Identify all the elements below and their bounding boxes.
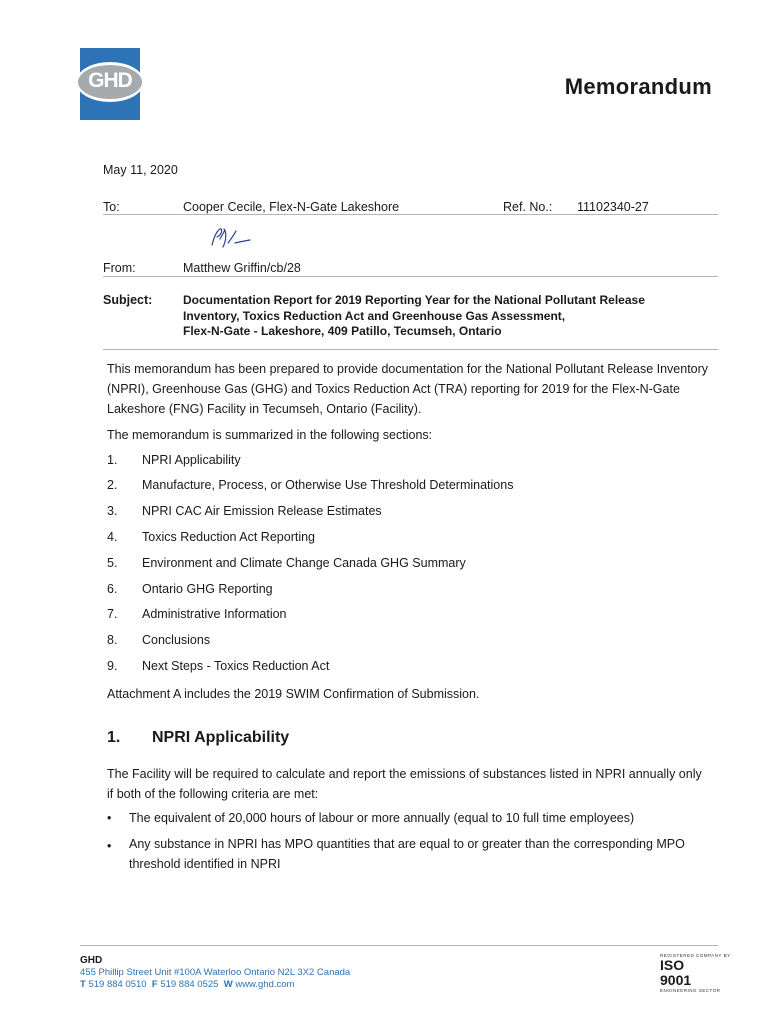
memo-date: May 11, 2020 — [103, 163, 178, 177]
list-number: 3. — [107, 504, 118, 518]
text-line: The equivalent of 20,000 hours of labour or more annually (equal to 10 full time employees) — [129, 811, 635, 825]
list-number: 4. — [107, 530, 118, 544]
subject-text — [183, 293, 645, 340]
from-label: From: — [103, 261, 136, 275]
footer-contact — [80, 979, 294, 990]
iso-main-text: ISO 9001 — [660, 957, 692, 988]
list-number: 5. — [107, 556, 118, 570]
text-line: if both of the following criteria are met: — [107, 787, 319, 801]
phone-value: 519 884 0510 — [88, 979, 147, 990]
to-label: To: — [103, 200, 120, 214]
to-value: Cooper Cecile, Flex-N-Gate Lakeshore — [183, 200, 400, 214]
list-item: Administrative Information — [142, 607, 287, 621]
ref-value: 11102340-27 — [577, 200, 649, 214]
signature-icon — [208, 225, 254, 251]
text-line: (NPRI), Greenhouse Gas (GHG) and Toxics Reduction Act (TRA) reporting for 2019 for the Flex-N-Gate — [107, 382, 680, 396]
iso-certification-badge — [660, 953, 731, 993]
text-line: Lakeshore (FNG) Facility in Tecumseh, Ontario (Facility). — [107, 402, 422, 416]
divider — [103, 349, 718, 350]
phone-label: T — [80, 979, 86, 990]
list-number: 1. — [107, 453, 118, 467]
list-item: Ontario GHG Reporting — [142, 582, 273, 596]
divider — [103, 276, 718, 277]
page-title: Memorandum — [564, 74, 712, 99]
text-line: The Facility will be required to calculate and report the emissions of substances listed in NPRI annually only — [107, 767, 702, 781]
list-item: NPRI CAC Air Emission Release Estimates — [142, 504, 382, 518]
footer-address: 455 Phillip Street Unit #100A Waterloo Ontario N2L 3X2 Canada — [80, 967, 351, 978]
footer-org: GHD — [80, 955, 103, 966]
attachment-note: Attachment A includes the 2019 SWIM Confirmation of Submission. — [107, 687, 480, 701]
text-line: This memorandum has been prepared to provide documentation for the National Pollutant Release Inventory — [107, 362, 709, 376]
list-number: 6. — [107, 582, 118, 596]
list-number: 9. — [107, 659, 118, 673]
summary-intro: The memorandum is summarized in the following sections: — [107, 428, 433, 442]
web-label: W — [223, 979, 233, 990]
list-item: Toxics Reduction Act Reporting — [142, 530, 316, 544]
text-line: Any substance in NPRI has MPO quantities that are equal to or greater than the corresponding MPO — [129, 837, 685, 851]
fax-label: F — [151, 979, 158, 990]
list-number: 2. — [107, 478, 118, 492]
iso-bottom-text: ENGINEERING SECTOR — [660, 988, 721, 993]
list-item: NPRI Applicability — [142, 453, 241, 467]
bullet-icon: • — [107, 811, 112, 825]
subject-line: Inventory, Toxics Reduction Act and Greenhouse Gas Assessment, — [183, 308, 566, 323]
ghd-logo — [80, 48, 140, 120]
list-item: Next Steps - Toxics Reduction Act — [142, 659, 330, 673]
list-item: Manufacture, Process, or Otherwise Use Threshold Determinations — [142, 478, 514, 492]
subject-line: Flex-N-Gate - Lakeshore, 409 Patillo, Tecumseh, Ontario — [183, 324, 502, 338]
fax-value: 519 884 0525 — [160, 979, 219, 990]
subject-label: Subject: — [103, 293, 153, 307]
web-link[interactable]: www.ghd.com — [235, 979, 295, 990]
logo-text: GHD — [88, 69, 132, 92]
bullet-item — [129, 808, 634, 828]
section-heading: NPRI Applicability — [152, 729, 290, 746]
text-line: threshold identified in NPRI — [129, 857, 281, 871]
ref-label: Ref. No.: — [503, 200, 553, 214]
section-heading-number: 1. — [107, 729, 121, 746]
list-number: 7. — [107, 607, 118, 621]
body-paragraph — [107, 764, 702, 804]
iso-top-text: REGISTERED COMPANY BY — [660, 953, 731, 958]
intro-paragraph — [107, 359, 708, 419]
footer-divider — [80, 945, 718, 946]
list-number: 8. — [107, 633, 118, 647]
divider — [103, 214, 718, 215]
subject-line: Documentation Report for 2019 Reporting Year for the National Pollutant Release — [183, 293, 645, 307]
bullet-icon: • — [107, 839, 112, 853]
list-item: Environment and Climate Change Canada GHG Summary — [142, 556, 466, 570]
bullet-item — [129, 834, 685, 874]
list-item: Conclusions — [142, 633, 211, 647]
from-value: Matthew Griffin/cb/28 — [183, 261, 301, 275]
